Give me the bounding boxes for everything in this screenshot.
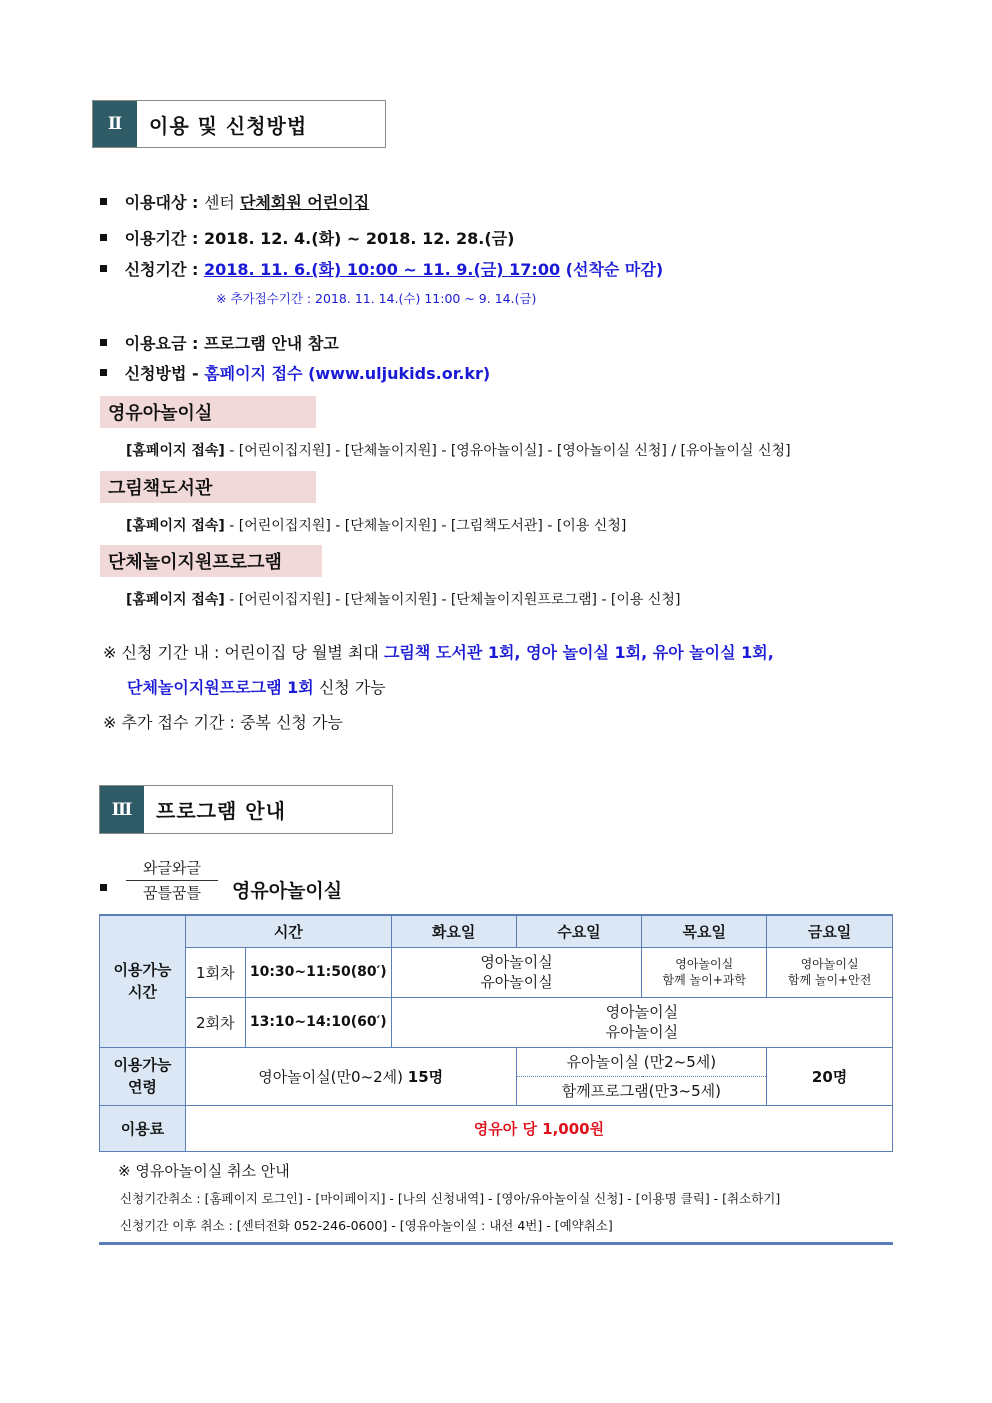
fee-row (100, 331, 339, 354)
age-infant (185, 1047, 516, 1105)
program-label-picture-library: 그림책도서관 (100, 471, 316, 503)
period-value: 2018. 12. 4.(화) ~ 2018. 12. 28.(금) (203, 229, 515, 248)
apply-path-picture-library (126, 515, 626, 535)
age-infant-capacity: 15명 (407, 1067, 444, 1086)
target-value-plain: 센터 (203, 193, 240, 212)
session-1-label: 1회차 (185, 947, 245, 997)
session-1-time: 10:30~11:50(80′) (245, 947, 391, 997)
target-value: 단체회원 어린이집 (239, 193, 370, 212)
row-label-time (100, 915, 186, 1047)
note-apply-limit (103, 640, 774, 663)
session-1-thu (642, 947, 767, 997)
header-wed: 수요일 (516, 915, 642, 947)
target-label: 이용대상 : (124, 193, 199, 212)
logo-bottom-text: 꿈틀꿈틀 (143, 884, 201, 902)
row-label-time-text: 이용가능 시간 (113, 961, 172, 1002)
row-label-age (100, 1047, 186, 1105)
apply-value: 2018. 11. 6.(화) 10:00 ~ 11. 9.(금) 17:00 (203, 260, 561, 279)
header-time: 시간 (185, 915, 391, 947)
method-row (100, 361, 490, 384)
fee-label: 이용요금 : (124, 334, 199, 353)
path-rest: - [어린이집지원] - [단체놀이지원] - [그림책도서관] - [이용 신청] (224, 518, 627, 534)
bullet-icon (100, 234, 107, 241)
logo (122, 857, 222, 904)
room-name: 영아놀이실 (480, 953, 553, 971)
extra-apply-note: ※ 추가접수기간 : 2018. 11. 14.(수) 11:00 ~ 9. 14.(금) (216, 291, 537, 306)
logo-top-text: 와글와글 (143, 859, 201, 877)
note-limits: 그림책 도서관 1회, 영아 놀이실 1회, 유아 놀이실 1회, (383, 643, 774, 662)
room-name: 영아놀이실 (675, 957, 734, 971)
path-head: [홈페이지 접속] (126, 592, 225, 608)
apply-path-group-play (126, 589, 680, 609)
fee-value: 프로그램 안내 참고 (203, 334, 339, 353)
section-3-header (99, 785, 393, 834)
fee-value: 영유아 당 1,000원 (185, 1105, 892, 1151)
logo-divider (126, 880, 218, 881)
room-name: 영아놀이실 (800, 957, 859, 971)
method-label: 신청방법 - (124, 364, 199, 383)
cancel-title: ※ 영유아놀이실 취소 안내 (118, 1162, 290, 1180)
room-name: 유아놀이실 (605, 1023, 679, 1041)
program-name: 함께 놀이+과학 (662, 973, 746, 987)
session-2-label: 2회차 (185, 997, 245, 1047)
period-row (100, 226, 514, 249)
apply-note: (선착순 마감) (565, 260, 664, 279)
age-toddler-capacity: 20명 (767, 1047, 893, 1105)
path-rest: - [어린이집지원] - [단체놀이지원] - [영유아놀이실] - [영아놀이실 신청] / [유아놀이실 신청] (224, 443, 791, 459)
room-name: 유아놀이실 (480, 973, 553, 991)
apply-label: 신청기간 : (124, 260, 199, 279)
row-label-fee: 이용료 (100, 1105, 186, 1151)
bullet-icon (100, 884, 107, 891)
period-label: 이용기간 : (124, 229, 199, 248)
section-number: Ⅲ (100, 786, 144, 833)
bullet-icon (100, 339, 107, 346)
age-infant-text: 영아놀이실(만0~2세) (258, 1067, 408, 1086)
note-limit-group: 단체놀이지원프로그램 1회 (127, 678, 314, 697)
section-title: 이용 및 신청방법 (149, 113, 308, 138)
apply-row (100, 257, 663, 280)
row-label-age-text: 이용가능 연령 (113, 1056, 172, 1096)
program-title: 영유아놀이실 (232, 880, 343, 902)
note-prefix: ※ 신청 기간 내 : 어린이집 당 월별 최대 (103, 643, 384, 662)
bullet-icon (100, 198, 107, 205)
note-rest: 신청 가능 (313, 678, 386, 697)
program-name: 함께 놀이+안전 (787, 973, 872, 987)
note-apply-limit-line2 (127, 675, 386, 698)
note-extra-period: ※ 추가 접수 기간 : 중복 신청 가능 (103, 713, 343, 732)
target-row (100, 190, 369, 213)
path-rest: - [어린이집지원] - [단체놀이지원] - [단체놀이지원프로그램] - [이용 신청] (224, 592, 681, 608)
bullet-icon (100, 265, 107, 272)
header-thu: 목요일 (642, 915, 767, 947)
method-value[interactable]: 홈페이지 접수 (www.uljukids.or.kr) (204, 364, 491, 383)
age-together: 함께프로그램(만3~5세) (516, 1076, 767, 1105)
section-title: 프로그램 안내 (156, 799, 286, 823)
bullet-icon (100, 369, 107, 376)
section-number: Ⅱ (93, 101, 137, 147)
header-tue: 화요일 (391, 915, 516, 947)
header-fri: 금요일 (767, 915, 893, 947)
schedule-table (99, 914, 893, 1152)
room-name: 영아놀이실 (605, 1003, 679, 1021)
bottom-rule (99, 1242, 893, 1245)
path-head: [홈페이지 접속] (126, 518, 225, 534)
age-toddler: 유아놀이실 (만2~5세) (516, 1047, 767, 1076)
path-head: [홈페이지 접속] (126, 443, 225, 459)
apply-path-infant-room (126, 440, 791, 460)
program-label-group-play: 단체놀이지원프로그램 (100, 545, 322, 577)
section-2-header (92, 100, 386, 148)
cancel-line-2: 신청기간 이후 취소 : [센터전화 052-246-0600] - [영유아놀이실 : 내선 4번] - [예약취소] (120, 1218, 613, 1233)
program-label-infant-room: 영유아놀이실 (100, 396, 316, 428)
session-2-all-days (391, 997, 892, 1047)
cancel-line-1: 신청기간취소 : [홈페이지 로그인] - [마이페이지] - [나의 신청내역] - [영아/유아놀이실 신청] - [이용명 클릭] - [취소하기] (120, 1191, 781, 1206)
session-2-time: 13:10~14:10(60′) (245, 997, 391, 1047)
session-1-tue-wed (391, 947, 642, 997)
session-1-fri (767, 947, 893, 997)
